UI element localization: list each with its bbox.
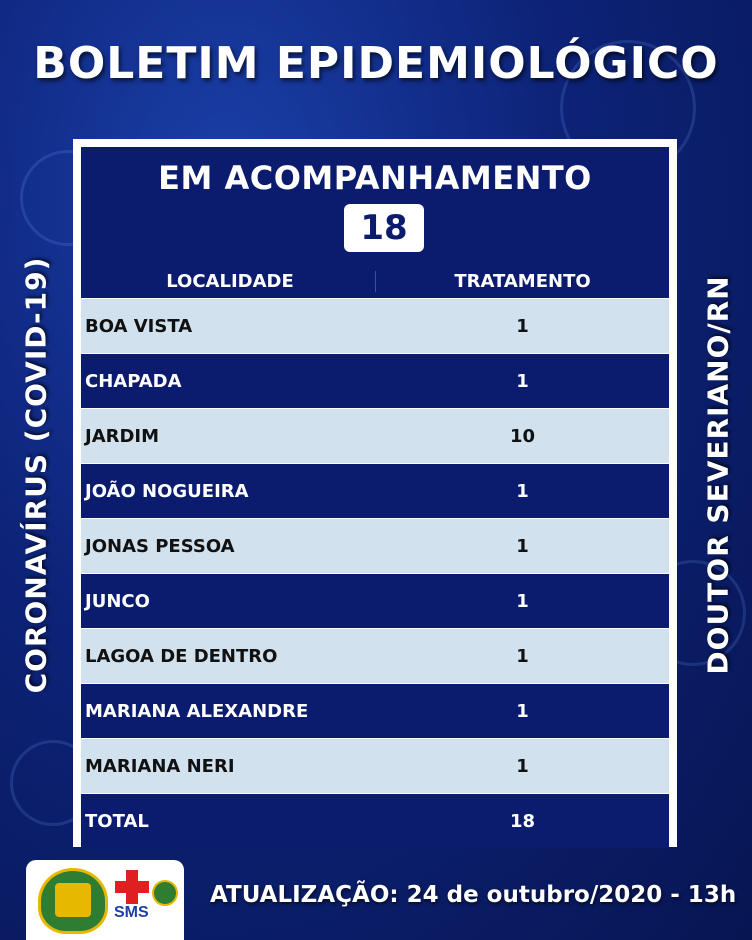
row-treatment: 1 <box>516 645 529 667</box>
table-row <box>81 298 669 353</box>
footer-logos <box>26 860 184 940</box>
row-treatment: 1 <box>516 315 529 337</box>
table-header-row <box>81 264 669 298</box>
row-treatment: 1 <box>516 480 529 502</box>
sms-logo-text: SMS <box>114 904 149 921</box>
health-cross-icon <box>115 881 149 893</box>
column-header-locality: LOCALIDADE <box>81 271 376 292</box>
table-row <box>81 738 669 793</box>
page-title: BOLETIM EPIDEMIOLÓGICO <box>33 38 719 89</box>
row-treatment: 1 <box>516 700 529 722</box>
table-row <box>81 628 669 683</box>
row-treatment: 1 <box>516 755 529 777</box>
row-locality: JUNCO <box>85 590 150 612</box>
table-row <box>81 463 669 518</box>
row-treatment: 10 <box>509 425 536 447</box>
row-locality: MARIANA NERI <box>85 755 235 777</box>
table-row <box>81 408 669 463</box>
side-label-right: DOUTOR SEVERIANO/RN <box>701 275 735 675</box>
crest-shield-icon <box>55 883 91 917</box>
bulletin-board <box>73 139 677 847</box>
row-locality: JONAS PESSOA <box>85 535 235 557</box>
total-value: 18 <box>509 810 536 832</box>
row-locality: LAGOA DE DENTRO <box>85 645 278 667</box>
row-locality: JOÃO NOGUEIRA <box>85 480 249 502</box>
municipal-crest-icon <box>38 868 108 934</box>
row-locality: BOA VISTA <box>85 315 193 337</box>
total-label: TOTAL <box>85 810 149 832</box>
cases-table <box>81 264 669 848</box>
row-locality: CHAPADA <box>85 370 182 392</box>
row-locality: MARIANA ALEXANDRE <box>85 700 309 722</box>
table-row <box>81 573 669 628</box>
row-treatment: 1 <box>516 590 529 612</box>
monitoring-count: 18 <box>344 204 424 252</box>
side-label-left: CORONAVÍRUS (COVID-19) <box>19 256 53 694</box>
table-row <box>81 518 669 573</box>
monitoring-label: EM ACOMPANHAMENTO <box>158 159 592 197</box>
row-treatment: 1 <box>516 370 529 392</box>
table-total-row <box>81 793 669 848</box>
column-header-treatment: TRATAMENTO <box>454 270 591 292</box>
row-locality: JARDIM <box>85 425 160 447</box>
table-row <box>81 353 669 408</box>
update-timestamp: ATUALIZAÇÃO: 24 de outubro/2020 - 13h <box>210 882 737 908</box>
table-row <box>81 683 669 738</box>
row-treatment: 1 <box>516 535 529 557</box>
mini-crest-icon <box>152 880 178 906</box>
